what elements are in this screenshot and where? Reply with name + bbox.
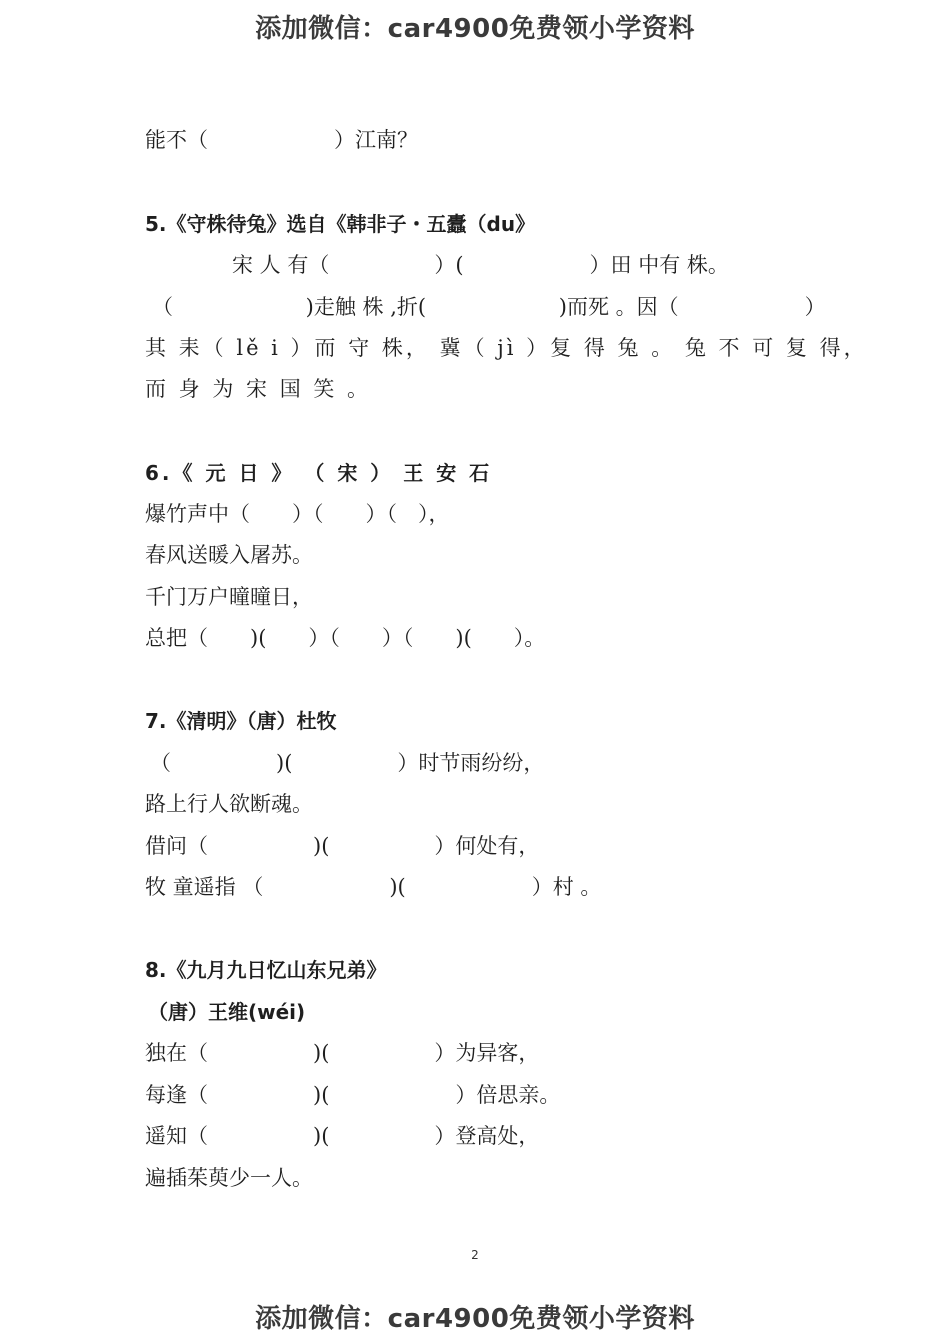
watermark-banner-top: 添加微信：car4900免费领小学资料 (255, 14, 695, 44)
page-number: 2 (471, 1248, 479, 1262)
poem-line: 独在（ )( ）为异客， (145, 1041, 540, 1065)
text-line: 其 耒（ lě i ）而 守 株， 冀（ jì ）复 得 兔 。 兔 不 可 复 得， (145, 336, 868, 360)
poem-line: 借问（ )( ）何处有， (145, 834, 540, 858)
poem-author: （唐）王维(wéi) (148, 1000, 306, 1024)
poem-line: 每逢（ )( ）倍思亲。 (145, 1083, 561, 1107)
text-line: （ )走触 株 ,折( )而死 。因（ ） (152, 295, 826, 319)
poem-line: 总把（ )( ）（ ）（ )( ）。 (145, 626, 546, 650)
poem-line: 遥知（ )( ）登高处， (145, 1124, 540, 1148)
poem-line: 路上行人欲断魂。 (145, 792, 313, 816)
text-line: 宋 人 有（ ）( ）田 中有 株。 (232, 253, 729, 277)
text-line: 而 身 为 宋 国 笑 。 (145, 377, 372, 401)
poem-line: 能不（ ）江南？ (145, 128, 418, 152)
section-heading-5: 5.《守株待兔》选自《韩非子・五蠹（du》 (145, 212, 536, 236)
poem-line: 遍插茱萸少一人。 (145, 1166, 313, 1190)
poem-line: 牧 童遥指 （ )( ）村 。 (145, 875, 602, 899)
poem-line: （ )( ）时节雨纷纷， (150, 751, 545, 775)
poem-line: 爆竹声中（ ）（ ）（ ）， (145, 502, 450, 526)
section-heading-8: 8.《九月九日忆山东兄弟》 (145, 958, 387, 982)
poem-line: 春风送暖入屠苏。 (145, 543, 313, 567)
section-heading-6: 6.《 元 日 》 （ 宋 ） 王 安 石 (145, 461, 493, 485)
section-heading-7: 7.《清明》（唐）杜牧 (145, 709, 337, 733)
watermark-banner-bottom: 添加微信：car4900免费领小学资料 (255, 1304, 695, 1334)
poem-line: 千门万户曈曈日， (145, 585, 313, 609)
